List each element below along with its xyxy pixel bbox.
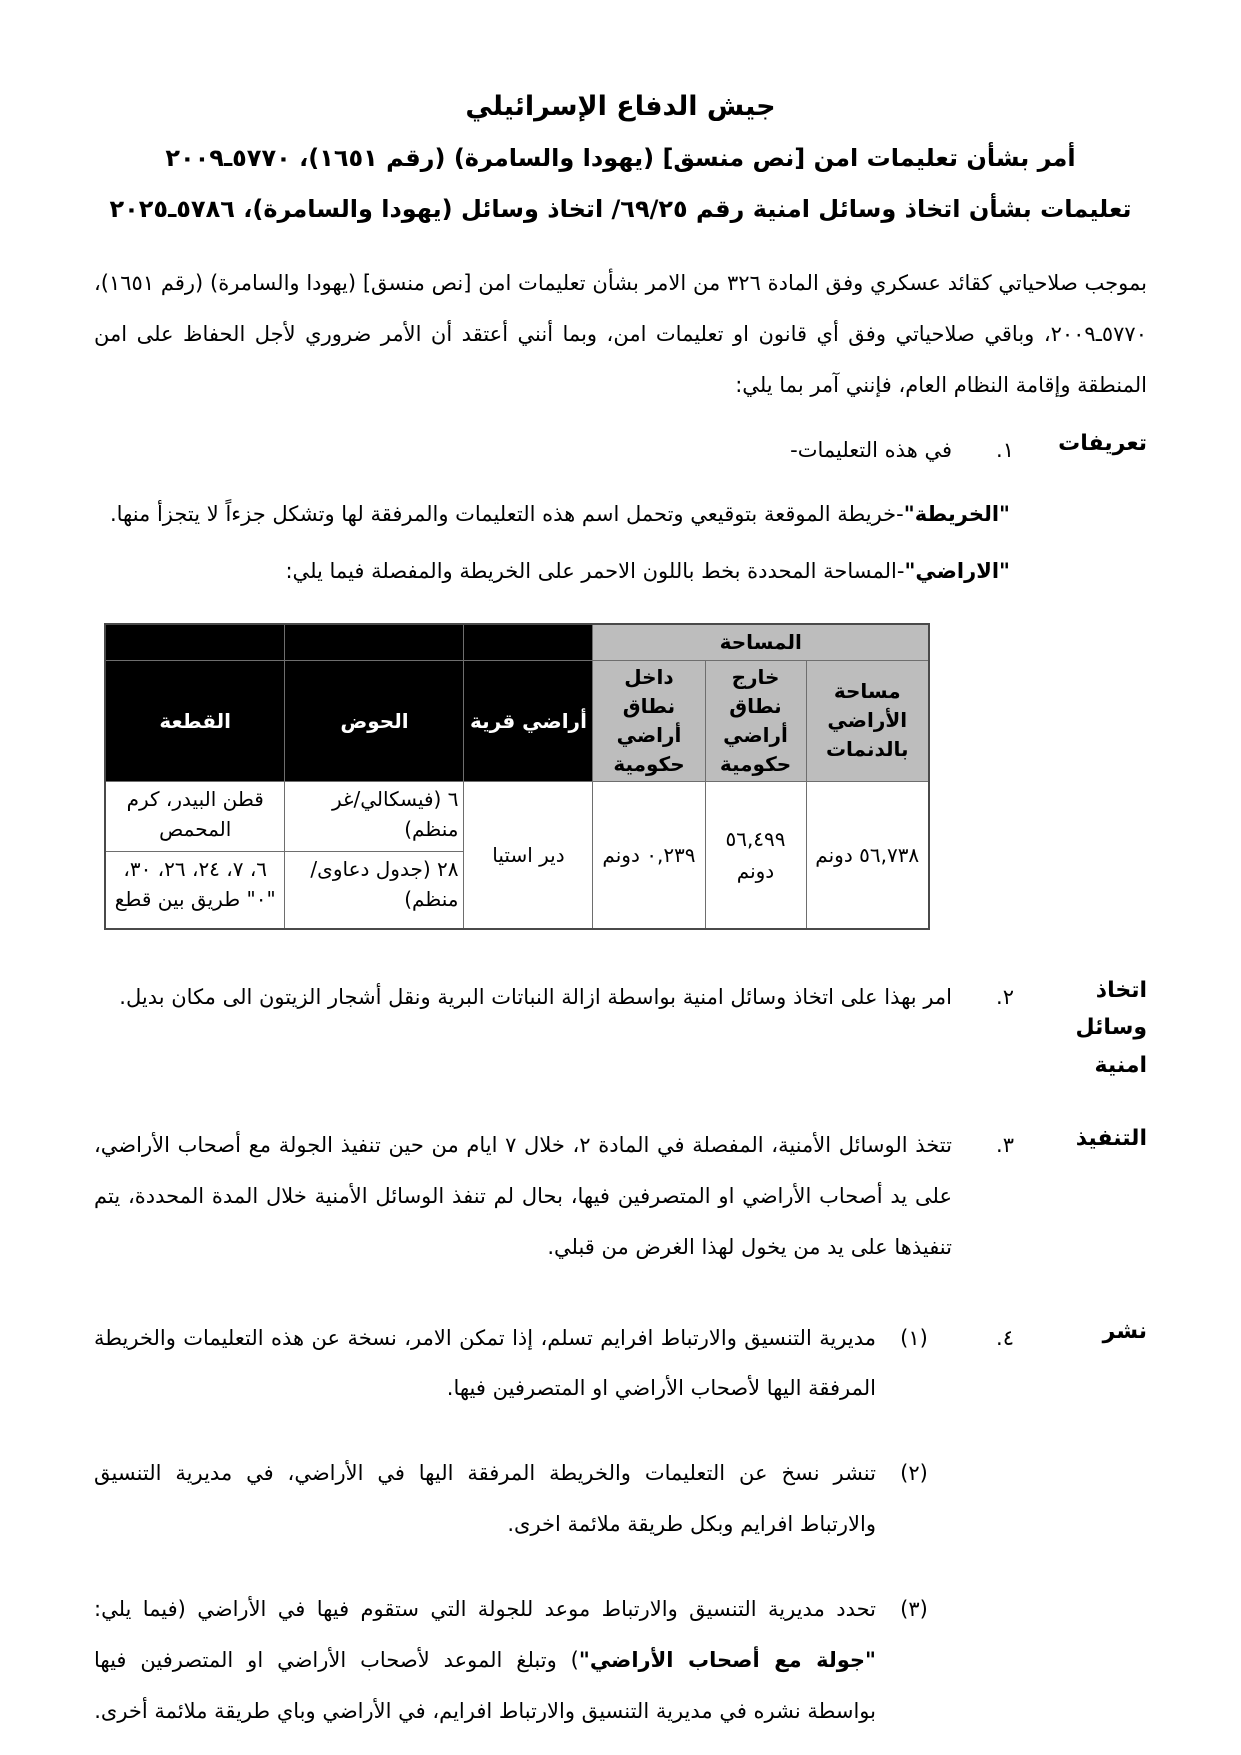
section-definitions-label: تعريفات bbox=[1058, 430, 1147, 456]
section-definitions-text: في هذه التعليمات- bbox=[790, 437, 952, 462]
section-publication bbox=[94, 1313, 1147, 1737]
definition-lands bbox=[94, 546, 1010, 597]
publication-item-2-text bbox=[94, 1448, 876, 1550]
publication-item-3-text bbox=[94, 1584, 876, 1736]
publication-item-1-number: (١) bbox=[900, 1325, 928, 1350]
publication-item-3-text-bold: "جولة مع أصحاب الأراضي" bbox=[578, 1647, 876, 1672]
definition-map-term: "الخريطة" bbox=[903, 502, 1010, 527]
publication-item-3-text-before: تحدد مديرية التنسيق والارتباط موعد للجولة التي ستقوم فيها في الأراضي (فيما يلي: bbox=[94, 1596, 876, 1621]
page-title: جيش الدفاع الإسرائيلي bbox=[465, 91, 776, 122]
lands-areas-table bbox=[104, 623, 930, 930]
col-header-parcel: القطعة bbox=[105, 660, 285, 781]
col-header-outside-gov: خارج نطاق أراضي حكومية bbox=[705, 660, 806, 781]
cell-parcel-2: ٦، ٧، ٢٤، ٢٦، ٣٠، "٠" طريق بين قطع bbox=[105, 851, 285, 929]
cell-outside-gov: ٥٦,٤٩٩ دونم bbox=[705, 781, 806, 929]
publication-item-1-text bbox=[94, 1313, 876, 1415]
publication-item-3-number: (٣) bbox=[900, 1596, 928, 1621]
empty-header-cell bbox=[105, 624, 285, 660]
preamble-paragraph: بموجب صلاحياتي كقائد عسكري وفق المادة ٣٢٦ من الامر بشأن تعليمات امن [نص منسق] (يهودا والسامرة) (رقم ١٦٥١)، ٥٧٧٠ـ٢٠٠٩، وباقي صلاحياتي وفق أي قانون او تعليمات امن، وبما أنني أعتقد أن الأمر ضروري لأجل الحفاظ على امن المنطقة وإقامة النظام العام، فإنني آمر بما يلي: bbox=[94, 271, 1147, 397]
section-definitions-number: ١. bbox=[996, 437, 1014, 462]
definition-lands-text: -المساحة المحددة بخط باللون الاحمر على الخريطة والمفصلة فيما يلي: bbox=[285, 559, 905, 584]
col-header-village: أراضي قرية bbox=[464, 660, 593, 781]
publication-item-3 bbox=[94, 1584, 952, 1736]
definition-map bbox=[94, 489, 1010, 540]
area-group-header-cell: المساحة bbox=[593, 624, 929, 660]
col-header-total-area: مساحة الأراضي بالدنمات bbox=[806, 660, 929, 781]
empty-header-cell bbox=[285, 624, 464, 660]
cell-parcel-1: قطن البيدر، كرم المحمص bbox=[105, 781, 285, 851]
definition-map-text: -خريطة الموقعة بتوقيعي وتحمل اسم هذه التعليمات والمرفقة لها وتشكل جزءاً لا يتجزأ منها. bbox=[109, 502, 904, 527]
publication-item-2-text-before: تنشر نسخ عن التعليمات والخريطة المرفقة اليها في الأراضي، في مديرية التنسيق والارتباط افرايم وبكل طريقة ملائمة اخرى. bbox=[94, 1461, 876, 1537]
section-security-measures bbox=[94, 972, 1147, 1084]
publication-item-1-text-before: مديرية التنسيق والارتباط افرايم تسلم، إذا تمكن الامر، نسخة عن هذه التعليمات والخريطة المرفقة اليها لأصحاب الأراضي او المتصرفين فيها. bbox=[94, 1325, 876, 1401]
section-security-label: اتخاذ وسائل امنية bbox=[1075, 978, 1147, 1078]
section-publication-label: نشر bbox=[1102, 1318, 1147, 1344]
col-header-inside-gov: داخل نطاق أراضي حكومية bbox=[593, 660, 705, 781]
order-title-line: أمر بشأن تعليمات امن [نص منسق] (يهودا والسامرة) (رقم ١٦٥١)، ٥٧٧٠ـ٢٠٠٩ bbox=[165, 143, 1076, 172]
table-group-header-row bbox=[105, 624, 929, 660]
section-security-number: ٢. bbox=[996, 985, 1014, 1010]
cell-basin-1: ٦ (فيسكالي/غر منظم) bbox=[285, 781, 464, 851]
cell-inside-gov: ٠,٢٣٩ دونم bbox=[593, 781, 705, 929]
section-publication-number: ٤. bbox=[996, 1325, 1014, 1350]
table-column-header-row bbox=[105, 660, 929, 781]
cell-total-area: ٥٦,٧٣٨ دونم bbox=[806, 781, 929, 929]
section-definitions bbox=[94, 425, 1147, 476]
section-implementation-text: تتخذ الوسائل الأمنية، المفصلة في المادة ٢، خلال ٧ ايام من حين تنفيذ الجولة مع أصحاب الأراضي، على يد أصحاب الأراضي او المتصرفين فيها، بحال لم تنفذ الوسائل الأمنية خلال المدة المحددة، يتم تنفيذها على يد من يخول لهذا الغرض من قبلي. bbox=[94, 1133, 952, 1259]
section-implementation-label: التنفيذ bbox=[1075, 1126, 1147, 1152]
publication-item-2-number: (٢) bbox=[900, 1461, 928, 1486]
section-implementation bbox=[94, 1120, 1147, 1272]
definition-lands-term: "الاراضي" bbox=[904, 559, 1010, 584]
section-implementation-number: ٣. bbox=[996, 1133, 1014, 1158]
col-header-basin: الحوض bbox=[285, 660, 464, 781]
publication-item-2 bbox=[94, 1448, 952, 1550]
table-row bbox=[105, 781, 929, 851]
publication-item-3-text-after: ) وتبلغ الموعد لأصحاب الأراضي او المتصرفين فيها بواسطة نشره في مديرية التنسيق والارتباط افرايم، في الأراضي وباي طريقة ملائمة أخرى. bbox=[94, 1647, 876, 1723]
empty-header-cell bbox=[464, 624, 593, 660]
section-security-text: امر بهذا على اتخاذ وسائل امنية بواسطة ازالة النباتات البرية ونقل أشجار الزيتون الى مكان بديل. bbox=[119, 985, 952, 1010]
instructions-title-line: تعليمات بشأن اتخاذ وسائل امنية رقم ٦٩/٢٥/ اتخاذ وسائل (يهودا والسامرة)، ٥٧٨٦ـ٢٠٢٥ bbox=[109, 194, 1132, 223]
cell-village: دير استيا bbox=[464, 781, 593, 929]
publication-item-1 bbox=[94, 1313, 952, 1415]
cell-basin-2: ٢٨ (جدول دعاوى/ منظم) bbox=[285, 851, 464, 929]
